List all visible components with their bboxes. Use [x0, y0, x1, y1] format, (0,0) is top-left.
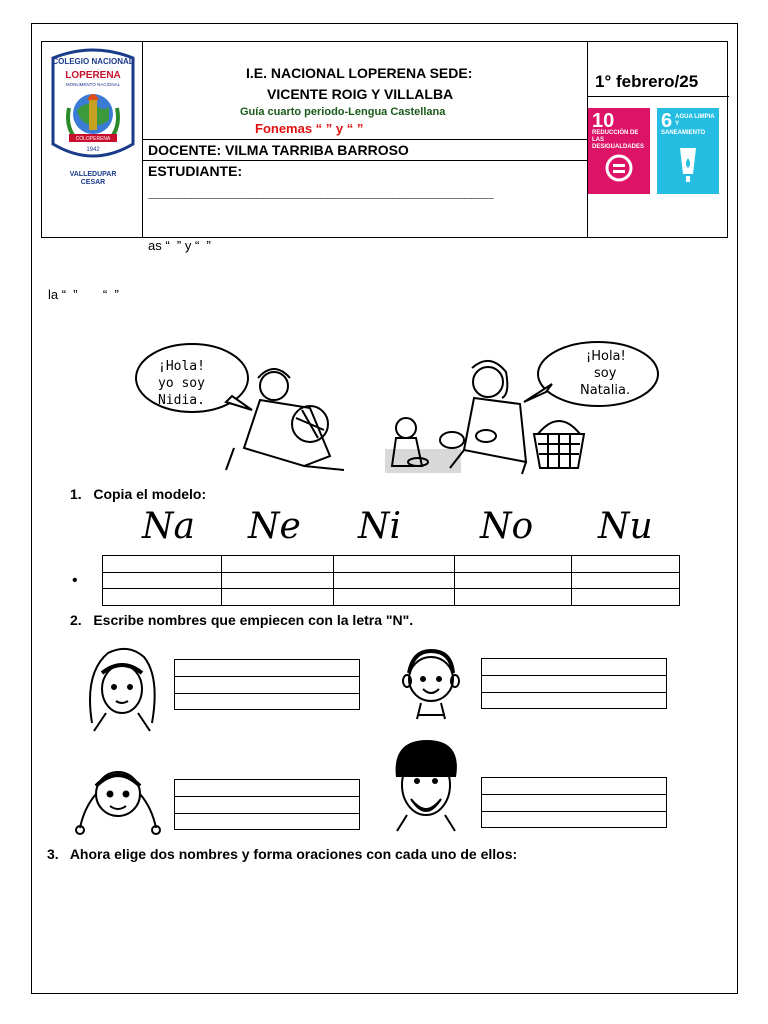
- man-beard-illustration: [383, 737, 469, 833]
- syllable-ne: Ne: [248, 506, 301, 547]
- picnic-illustration: [134, 338, 664, 478]
- logo-ribbon: COLOPERENA: [75, 136, 111, 142]
- girl-natalia-figure: [450, 361, 526, 474]
- logo-name: LOPERENA: [65, 70, 121, 81]
- exercise-2-title: 2. Escribe nombres que empiecen con la letra "N".: [70, 612, 414, 628]
- copy-grid: [102, 555, 680, 606]
- syllable-nu: Nu: [598, 506, 653, 547]
- logo-arc-text: COLEGIO NACIONAL: [52, 57, 134, 66]
- student-label: ESTUDIANTE:: [148, 163, 243, 179]
- picnic-basket: [534, 421, 584, 468]
- name-lines-3[interactable]: [174, 779, 360, 830]
- name-lines-1[interactable]: [174, 659, 360, 710]
- logo-monument: MONUMENTO NACIONAL: [65, 82, 121, 87]
- woman-face-illustration: [80, 643, 164, 733]
- school-name-line2: VICENTE ROIG Y VILLALBA: [267, 86, 454, 102]
- sdg-6-badge: 6 AGUA LIMPIA Y SANEAMIENTO: [657, 108, 719, 194]
- guide-title: Guía cuarto periodo-Lengua Castellana: [240, 106, 446, 118]
- sdg-10-badge: 10 REDUCCIÓN DE LAS DESIGUALDADES: [588, 108, 650, 194]
- bubble-right-text: ¡Hola! soy Natalia.: [580, 349, 631, 398]
- water-glass-icon: [676, 146, 700, 186]
- equality-icon: [603, 152, 635, 184]
- fonemas-title: Fonemas “ ” y “ ”: [255, 121, 364, 136]
- exercise-1-title: 1. Copia el modelo:: [70, 486, 207, 502]
- teacher-label: DOCENTE: VILMA TARRIBA BARROSO: [148, 142, 409, 158]
- name-lines-2[interactable]: [481, 658, 667, 709]
- name-lines-4[interactable]: [481, 777, 667, 828]
- student-line: ________________________________________________: [148, 184, 493, 200]
- logo-state: CESAR: [80, 179, 106, 186]
- school-name-line1: I.E. NACIONAL LOPERENA SEDE:: [246, 65, 473, 81]
- logo-year: 1942: [86, 147, 100, 153]
- bullet: •: [72, 572, 78, 589]
- fragment-line-2: la “ ” “ ”: [48, 287, 119, 302]
- exercise-3-title: 3. Ahora elige dos nombres y forma oraciones con cada uno de ellos:: [47, 846, 518, 862]
- logo-city: VALLEDUPAR: [69, 171, 117, 178]
- syllable-na: Na: [142, 506, 195, 547]
- girl-braids-illustration: [70, 758, 166, 836]
- bubble-left-text: ¡Hola! yo soy Nidia.: [158, 359, 205, 408]
- syllable-ni: Ni: [358, 506, 402, 547]
- school-logo: [47, 48, 139, 198]
- date-label: 1° febrero/25: [595, 72, 699, 91]
- fragment-line-1: as “ ” y “ ”: [148, 238, 211, 253]
- boy-face-illustration: [393, 643, 469, 723]
- syllable-no: No: [480, 506, 534, 547]
